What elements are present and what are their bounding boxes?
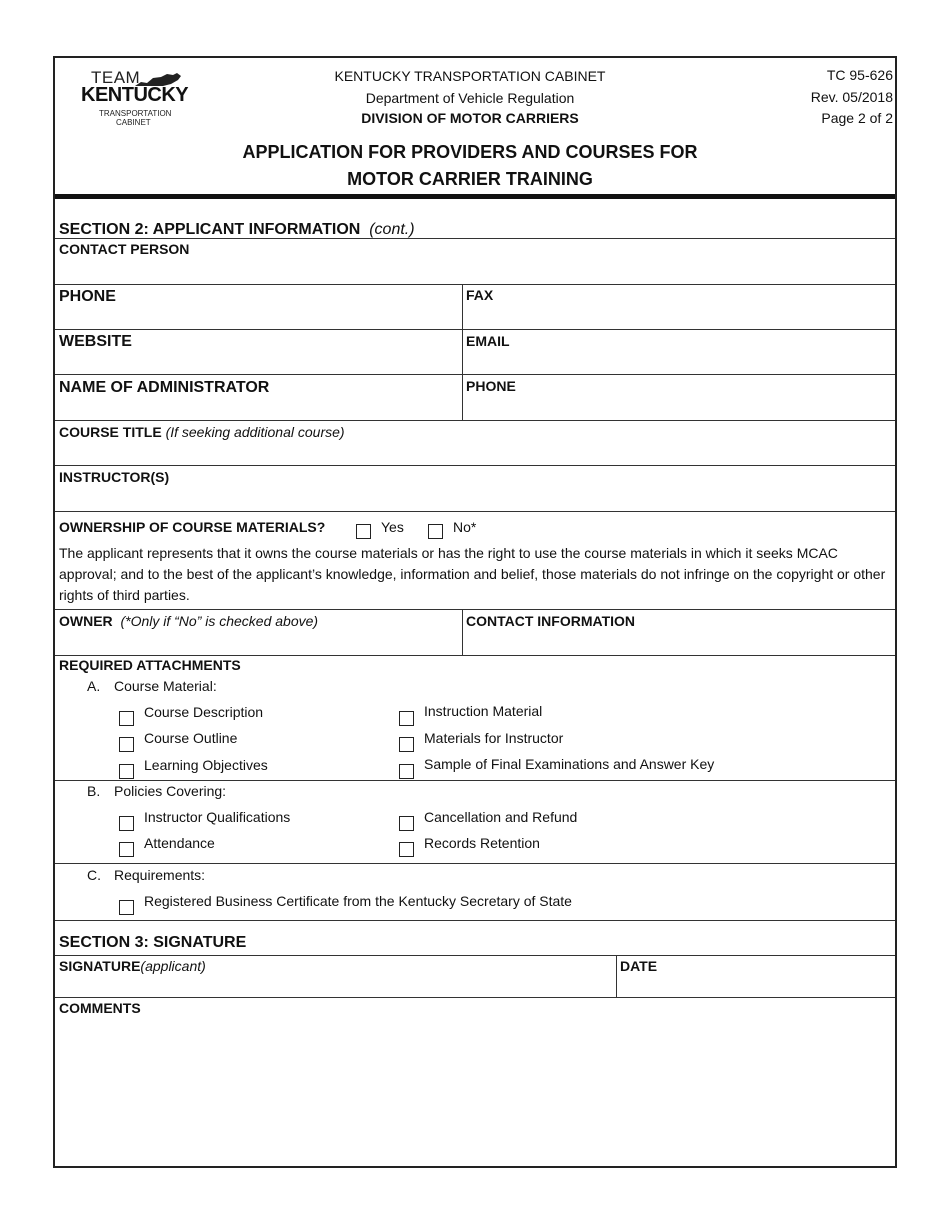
attachment-checkbox[interactable] bbox=[399, 764, 414, 779]
attachment-label: Cancellation and Refund bbox=[424, 809, 578, 825]
attachment-label: Course Description bbox=[144, 704, 264, 720]
section-a-title: Course Material: bbox=[114, 678, 217, 694]
department-name: Department of Vehicle Regulation bbox=[365, 90, 575, 106]
page-indicator: Page 2 of 2 bbox=[821, 110, 893, 126]
section-b-marker: B. bbox=[87, 783, 101, 799]
form-title-line-1: APPLICATION FOR PROVIDERS AND COURSES FOR bbox=[242, 142, 698, 162]
owner-label: OWNER (*Only if “No” is checked above) bbox=[59, 613, 319, 629]
attachment-label: Learning Objectives bbox=[144, 757, 268, 773]
comments-label: COMMENTS bbox=[59, 1000, 141, 1016]
form-frame bbox=[53, 56, 897, 1168]
header-divider bbox=[55, 194, 895, 199]
attachment-checkbox[interactable] bbox=[119, 711, 134, 726]
phone-label: PHONE bbox=[59, 288, 116, 305]
attachment-label: Records Retention bbox=[424, 835, 540, 851]
form-revision: Rev. 05/2018 bbox=[810, 89, 893, 105]
email-label: EMAIL bbox=[466, 333, 510, 349]
ownership-no-checkbox[interactable] bbox=[428, 524, 443, 539]
ownership-yes-label: Yes bbox=[381, 519, 404, 535]
attachment-label: Materials for Instructor bbox=[424, 730, 564, 746]
row-divider bbox=[55, 465, 895, 466]
attachment-label: Sample of Final Examinations and Answer Key bbox=[424, 756, 715, 772]
attachment-checkbox[interactable] bbox=[119, 764, 134, 779]
form-title-line-2: MOTOR CARRIER TRAINING bbox=[347, 169, 593, 189]
row-divider bbox=[55, 511, 895, 512]
row-divider bbox=[55, 780, 895, 781]
logo-transportation-text: TRANSPORTATION bbox=[99, 109, 172, 118]
row-divider bbox=[55, 238, 895, 239]
section-c-title: Requirements: bbox=[114, 867, 206, 883]
attachment-checkbox[interactable] bbox=[119, 816, 134, 831]
logo-cabinet-text: CABINET bbox=[116, 118, 151, 127]
section-3-heading: SECTION 3: SIGNATURE bbox=[59, 934, 247, 951]
row-divider bbox=[55, 609, 895, 610]
date-label: DATE bbox=[620, 958, 658, 974]
row-divider bbox=[55, 997, 895, 998]
ownership-statement: The applicant represents that it owns the course materials or has the right to use the course materials in which it seeks MCAC approval; and to the best of the applicant’s knowledge, information and belief, those materials do not infringe on the copyright or other rights of third parties. bbox=[59, 545, 886, 603]
row-divider bbox=[55, 920, 895, 921]
agency-name: KENTUCKY TRANSPORTATION CABINET bbox=[334, 68, 606, 84]
logo-team-text: TEAM bbox=[91, 68, 141, 87]
section-2-heading: SECTION 2: APPLICANT INFORMATION (cont.) bbox=[59, 221, 415, 238]
administrator-phone-label: PHONE bbox=[466, 378, 516, 394]
attachment-label: Instructor Qualifications bbox=[144, 809, 291, 825]
ownership-label: OWNERSHIP OF COURSE MATERIALS? bbox=[59, 519, 326, 535]
attachment-label: Attendance bbox=[144, 835, 215, 851]
attachment-checkbox[interactable] bbox=[119, 900, 134, 915]
signature-label: SIGNATURE(applicant) bbox=[59, 958, 206, 974]
row-divider bbox=[55, 420, 895, 421]
ownership-yes-checkbox[interactable] bbox=[356, 524, 371, 539]
section-c-marker: C. bbox=[87, 867, 101, 883]
row-divider bbox=[55, 955, 895, 956]
fax-label: FAX bbox=[466, 287, 494, 303]
division-name: DIVISION OF MOTOR CARRIERS bbox=[361, 110, 579, 126]
ownership-no-label: No* bbox=[453, 519, 477, 535]
attachment-checkbox[interactable] bbox=[399, 816, 414, 831]
instructors-label: INSTRUCTOR(S) bbox=[59, 469, 170, 485]
attachment-checkbox[interactable] bbox=[399, 737, 414, 752]
website-label: WEBSITE bbox=[59, 333, 132, 350]
column-divider bbox=[462, 284, 463, 420]
logo-kentucky-text: KENTUCKY bbox=[81, 84, 189, 106]
row-divider bbox=[55, 329, 895, 330]
contact-person-label: CONTACT PERSON bbox=[59, 241, 190, 257]
row-divider bbox=[55, 655, 895, 656]
row-divider bbox=[55, 374, 895, 375]
administrator-name-label: NAME OF ADMINISTRATOR bbox=[59, 379, 270, 396]
contact-information-label: CONTACT INFORMATION bbox=[466, 613, 636, 629]
attachment-checkbox[interactable] bbox=[399, 842, 414, 857]
attachment-checkbox[interactable] bbox=[399, 711, 414, 726]
section-a-marker: A. bbox=[87, 678, 101, 694]
attachment-label: Instruction Material bbox=[424, 703, 543, 719]
course-title-label: COURSE TITLE (If seeking additional course) bbox=[59, 424, 345, 440]
section-b-title: Policies Covering: bbox=[114, 783, 227, 799]
attachment-checkbox[interactable] bbox=[119, 842, 134, 857]
required-attachments-heading: REQUIRED ATTACHMENTS bbox=[59, 657, 241, 673]
column-divider bbox=[462, 609, 463, 655]
attachment-checkbox[interactable] bbox=[119, 737, 134, 752]
row-divider bbox=[55, 863, 895, 864]
row-divider bbox=[55, 284, 895, 285]
column-divider bbox=[616, 955, 617, 997]
form-number: TC 95-626 bbox=[826, 67, 893, 83]
attachment-label: Registered Business Certificate from the Kentucky Secretary of State bbox=[144, 893, 572, 909]
attachment-label: Course Outline bbox=[144, 730, 238, 746]
